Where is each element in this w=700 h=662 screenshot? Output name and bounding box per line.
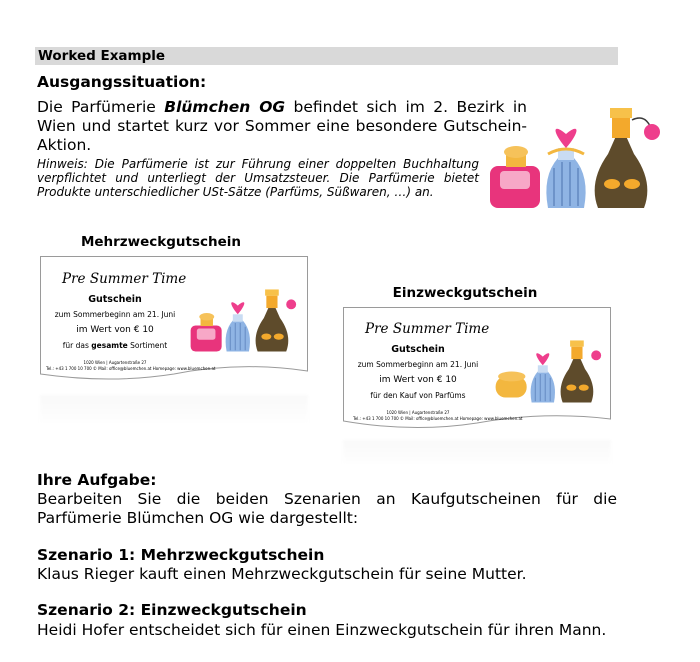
- multi-line2: im Wert von € 10: [76, 325, 154, 335]
- multi-type: Gutschein: [88, 294, 142, 305]
- multi-perfume-icon: [186, 282, 302, 354]
- scenario1-text: Klaus Rieger kauft einen Mehrzweckgutschein für seine Mutter.: [37, 565, 527, 583]
- multi-voucher-reflection: [40, 395, 308, 425]
- single-voucher-label: Einzweckgutschein: [392, 285, 538, 301]
- situation-heading: Ausgangssituation:: [37, 73, 207, 91]
- situation-text: [37, 98, 527, 155]
- note-line-1: Hinweis: Die Parfümerie ist zur Führung einer doppelten Buchhaltung: [37, 157, 479, 171]
- multi-line3: für das gesamte Sortiment: [62, 341, 168, 350]
- single-voucher-card: [343, 307, 611, 425]
- multi-script-title: Pre Summer Time: [62, 271, 187, 287]
- single-line1: zum Sommerbeginn am 21. Juni: [357, 360, 479, 369]
- note-line-3: Produkte unterschiedlicher USt-Sätze (Parfüms, Süßwaren, …) an.: [37, 185, 434, 199]
- multi-address: 1020 Wien | Augartenstraße 27: [83, 360, 147, 365]
- perfume-bottles-illustration: [486, 96, 666, 212]
- multi-voucher-card: [40, 256, 308, 376]
- scenario1-heading: Szenario 1: Mehrzweckgutschein: [37, 546, 325, 564]
- situation-line-2: Wien und startet kurz vor Sommer eine besondere Gutschein-: [37, 117, 527, 135]
- single-address: 1020 Wien | Augartenstraße 27: [386, 410, 450, 415]
- single-line2: im Wert von € 10: [379, 375, 457, 385]
- intro-post: befindet sich im 2. Bezirk in: [285, 98, 527, 116]
- multi-voucher-body: [40, 292, 190, 354]
- single-line3: für den Kauf von Parfüms: [370, 391, 466, 400]
- task-line-2: Parfümerie Blümchen OG wie dargestellt:: [37, 509, 359, 527]
- scenario2-heading: Szenario 2: Einzweckgutschein: [37, 601, 307, 619]
- situation-line-1: [37, 98, 527, 117]
- task-text: [37, 490, 617, 528]
- situation-note: [37, 157, 479, 199]
- note-line-2: verpflichtet und unterliegt der Umsatzsteuer. Die Parfümerie bietet: [37, 171, 479, 185]
- section-banner: Worked Example: [35, 47, 618, 65]
- situation-line-3: Aktion.: [37, 136, 92, 154]
- task-heading: Ihre Aufgabe:: [37, 471, 157, 489]
- blue-bottle-icon: [546, 158, 585, 208]
- single-script-title: Pre Summer Time: [365, 321, 490, 337]
- dark-bottle-icon: [595, 136, 648, 208]
- multi-line1: zum Sommerbeginn am 21. Juni: [54, 310, 176, 319]
- heart-icon: [556, 129, 577, 148]
- single-contact: Tel.: +43 1 700 10 700 © Mail: office@bluemchen.at Homepage: www.bluemchen.at: [353, 416, 523, 421]
- single-perfume-icon: [491, 333, 607, 405]
- scenario2-text: Heidi Hofer entscheidet sich für einen Einzweckgutschein für ihren Mann.: [37, 621, 607, 639]
- company-name: Blümchen OG: [164, 98, 286, 116]
- single-voucher-reflection: [343, 440, 611, 466]
- single-voucher-body: [343, 342, 493, 404]
- single-type: Gutschein: [391, 344, 445, 355]
- multi-voucher-label: Mehrzweckgutschein: [80, 234, 242, 250]
- multi-contact: Tel.: +43 1 700 10 700 © Mail: office@bluemchen.at Homepage: www.bluemchen.at: [46, 366, 216, 371]
- intro-pre: Die Parfümerie: [37, 98, 165, 116]
- task-line-1: Bearbeiten Sie die beiden Szenarien an Kaufgutscheinen für die: [37, 490, 617, 508]
